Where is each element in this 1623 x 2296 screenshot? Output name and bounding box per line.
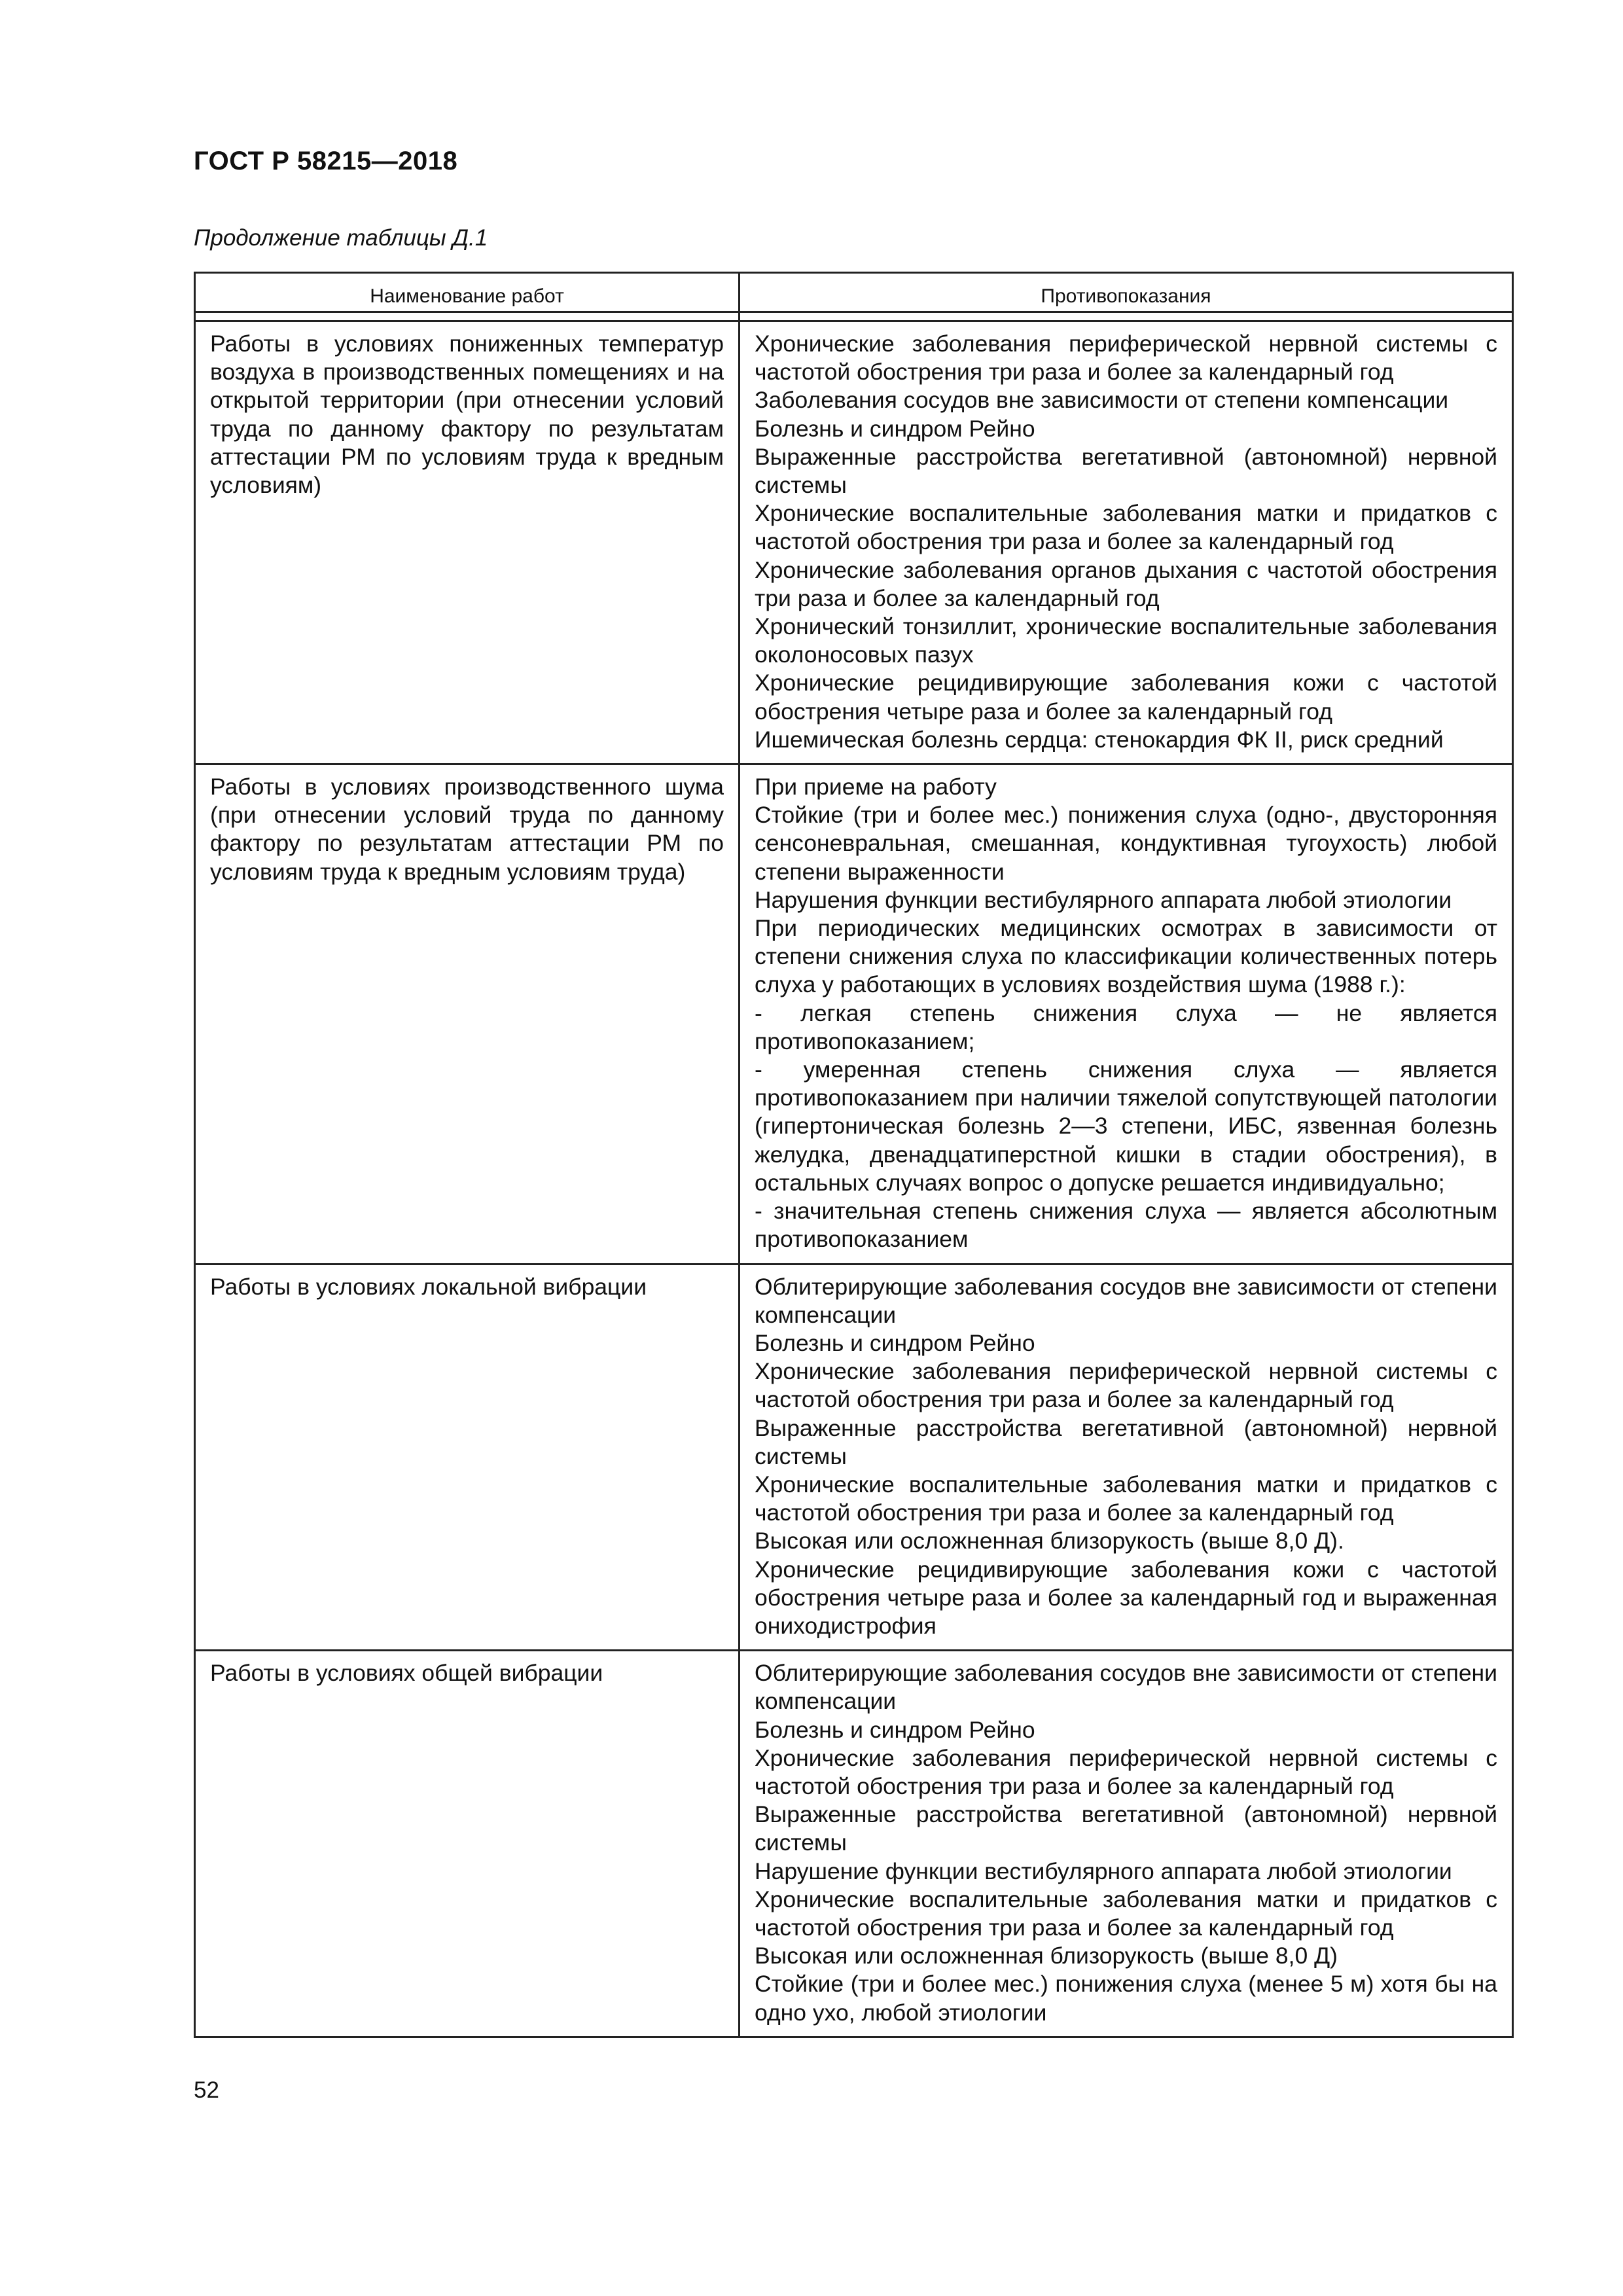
contraindications-cell <box>740 764 1513 1264</box>
contraindication-item: Хронические заболевания периферической нервной системы с частотой обострения три раза и более за календарный год <box>755 331 1497 386</box>
contraindication-item: Хронический тонзиллит, хронические воспалительные заболевания околоносовых пазух <box>755 613 1497 668</box>
work-cell: Работы в условиях общей вибрации <box>195 1651 740 2037</box>
work-cell: Работы в условиях пониженных температур воздуха в производственных помещениях и на открытой территории (при отнесении условий труда по данному фактору по результатам аттестации РМ по условиям труда к вредным условиям) <box>195 321 740 764</box>
contraindication-item: Облитерирующие заболевания сосудов вне зависимости от степени компенсации <box>755 1660 1497 1715</box>
contraindication-item: Стойкие (три и более мес.) понижения слуха (менее 5 м) хотя бы на одно ухо, любой этиологии <box>755 1971 1497 2026</box>
contraindication-item: Облитерирующие заболевания сосудов вне зависимости от степени компенсации <box>755 1273 1497 1328</box>
contraindications-cell <box>740 321 1513 764</box>
contraindication-item: Выраженные расстройства вегетативной (автономной) нервной системы <box>755 1414 1497 1469</box>
contraindication-item: При приеме на работу <box>755 774 997 800</box>
contraindication-item: Хронические заболевания периферической нервной системы с частотой обострения три раза и более за календарный год <box>755 1358 1497 1413</box>
contraindication-item: Нарушение функции вестибулярного аппарата любой этиологии <box>755 1857 1452 1884</box>
contraindication-item: - легкая степень снижения слуха — не является противопоказанием; <box>755 999 1497 1054</box>
contraindication-item: Выраженные расстройства вегетативной (автономной) нервной системы <box>755 1801 1497 1856</box>
column-header-work: Наименование работ <box>195 273 740 312</box>
document-code: ГОСТ Р 58215—2018 <box>194 147 458 175</box>
work-cell: Работы в условиях производственного шума (при отнесении условий труда по данному фактору по результатам аттестации РМ по условиям труда к вредным условиям труда) <box>195 764 740 1264</box>
header-separator-cell <box>195 312 740 321</box>
table-row <box>195 764 1513 1264</box>
contraindications-cell <box>740 1651 1513 2037</box>
contraindication-item: Хронические воспалительные заболевания матки и придатков с частотой обострения три раза и более за календарный год <box>755 1471 1497 1526</box>
contraindication-item: Стойкие (три и более мес.) понижения слуха (одно-, двусторонняя сенсоневральная, смешанная, кондуктивная тугоухость) любой степени выраженности <box>755 802 1497 885</box>
header-separator-row <box>195 312 1513 321</box>
table-row <box>195 321 1513 764</box>
table-caption: Продолжение таблицы Д.1 <box>194 225 488 251</box>
contraindication-item: Заболевания сосудов вне зависимости от степени компенсации <box>755 387 1449 414</box>
contraindication-item: - значительная степень снижения слуха — является абсолютным противопоказанием <box>755 1198 1497 1253</box>
page-number: 52 <box>194 2077 219 2103</box>
contraindication-item: Хронические заболевания органов дыхания с частотой обострения три раза и более за календарный год <box>755 556 1497 611</box>
work-cell: Работы в условиях локальной вибрации <box>195 1264 740 1651</box>
contraindications-cell <box>740 1264 1513 1651</box>
contraindication-item: Ишемическая болезнь сердца: стенокардия ФК II, риск средний <box>755 726 1444 753</box>
table-row <box>195 1651 1513 2037</box>
contraindication-item: Выраженные расстройства вегетативной (автономной) нервной системы <box>755 443 1497 499</box>
contraindications-table <box>194 272 1514 2038</box>
contraindication-item: Высокая или осложненная близорукость (выше 8,0 Д) <box>755 1943 1338 1969</box>
table-header-row <box>195 273 1513 312</box>
contraindication-item: Хронические рецидивирующие заболевания кожи с частотой обострения четыре раза и более за календарный год <box>755 670 1497 725</box>
contraindication-item: - умеренная степень снижения слуха — является противопоказанием при наличии тяжелой сопутствующей патологии (гипертоническая болезнь 2—3 степени, ИБС, язвенная болезнь желудка, двенадцатиперстной кишки в стадии обострения), в остальных случаях вопрос о допуске решается индивидуально; <box>755 1056 1497 1196</box>
contraindication-item: Болезнь и синдром Рейно <box>755 415 1035 442</box>
contraindication-item: При периодических медицинских осмотрах в зависимости от степени снижения слуха по классификации количественных потерь слуха у работающих в условиях воздействия шума (1988 г.): <box>755 915 1497 998</box>
contraindication-item: Нарушения функции вестибулярного аппарата любой этиологии <box>755 886 1452 913</box>
contraindication-item: Болезнь и синдром Рейно <box>755 1329 1035 1356</box>
contraindication-item: Болезнь и синдром Рейно <box>755 1716 1035 1743</box>
contraindication-item: Хронические воспалительные заболевания матки и придатков с частотой обострения три раза и более за календарный год <box>755 1886 1497 1941</box>
contraindication-item: Хронические заболевания периферической нервной системы с частотой обострения три раза и более за календарный год <box>755 1744 1497 1799</box>
table-row <box>195 1264 1513 1651</box>
header-separator-cell <box>740 312 1513 321</box>
contraindication-item: Хронические рецидивирующие заболевания кожи с частотой обострения четыре раза и более за календарный год и выраженная ониходистрофия <box>755 1556 1497 1639</box>
contraindication-item: Хронические воспалительные заболевания матки и придатков с частотой обострения три раза и более за календарный год <box>755 500 1497 555</box>
contraindication-item: Высокая или осложненная близорукость (выше 8,0 Д). <box>755 1528 1344 1554</box>
column-header-contraindications: Противопоказания <box>740 273 1513 312</box>
